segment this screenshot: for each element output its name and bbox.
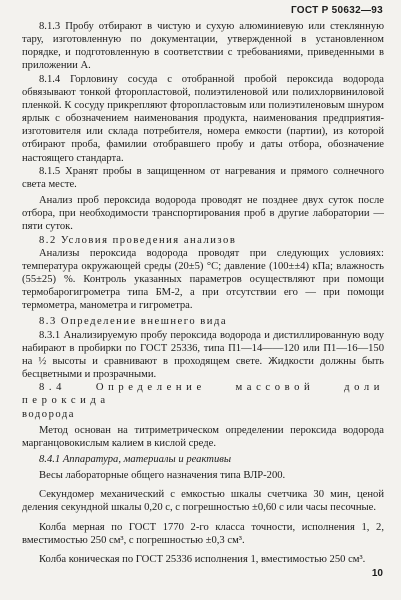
paragraph-8-3-1: 8.3.1 Анализируемую пробу пероксида водорода и дистиллированную воду набирают в пробирки по ГОСТ 25336, типа П1—14——120 или П1—16—150 на ½ высоты и сравнивают в проходящем свете. Жидкости должны быть бесцветными и прозрачными. [22,329,384,381]
paragraph-8-1-3: 8.1.3 Пробу отбирают в чистую и сухую алюминиевую или стеклянную тару, изготовленную по документации, утвержденной в установленном порядке, и подготовленную в соответствии с требованиями, приведенными в приложении А. [22,21,384,72]
section-heading-8-4-continued: водорода [22,408,75,420]
paragraph-conical-flask: Колба коническая по ГОСТ 25336 исполнения 1, вместимостью 250 см³. [39,553,366,565]
paragraph-stopwatch: Секундомер механический с емкостью шкалы счетчика 30 мин, ценой деления секундной шкалы 0,20 с, с погрешностью ±0,60 с или часы песочные. [22,489,384,514]
page-number: 10 [371,568,383,579]
paragraph-8-1-5: 8.1.5 Хранят пробы в защищенном от нагревания и прямого солнечного света месте. [22,165,384,190]
paragraph-8-4-method: Метод основан на титриметрическом определении пероксида водорода марганцовокислым калием в кислой среде. [22,424,384,449]
section-heading-8-2: 8.2 Условия проведения анализов [39,234,237,246]
paragraph-analysis-timing: Анализ проб пероксида водорода проводят не позднее двух суток после отбора, при необходимости транспортирования проб в другие лаборатории — пяти суток. [22,195,384,233]
paragraph-8-1-4: 8.1.4 Горловину сосуда с отобранной пробой пероксида водорода обвязывают тонкой фторопластовой, полиэтиленовой или полихлорвиниловой пленкой. К сосуду прикрепляют фторопластовым или полиэтиленовым шнуром ярлык с обозначением наименования продукта, наименования предприятия-изготовителя или склада потребителя, номера емкости (партии), из которой отбирают проба, фамилии отобравшего пробу и даты отбора, обозначение настоящего стандарта. [22,73,384,164]
paragraph-scales: Весы лабораторные общего назначения типа ВЛР-200. [39,470,286,482]
paragraph-8-2: Анализы пероксида водорода проводят при следующих условиях: температура окружающей среды (20±5) °С; давление (100±±4) кПа; влажность (55±25) %. Контроль указанных параметров осуществляют при помощи термобарогигрометра типа БМ-2, а при отсутствии его — при помощи термометра, манометра и гигрометра. [22,247,384,312]
paragraph-volumetric-flask: Колба мерная по ГОСТ 1770 2-го класса точности, исполнения 1, 2, вместимостью 250 см³, с погрешностью ±0,3 см³. [22,521,384,546]
subsection-heading-8-4-1: 8.4.1 Аппаратура, материалы и реактивы [39,454,232,465]
page-body [22,20,384,566]
section-heading-8-3: 8.3 Определение внешнего вида [39,316,228,328]
section-heading-8-4: 8.4 Определение массовой доли пероксида [22,382,384,407]
document-code: ГОСТ Р 50632—93 [290,5,383,16]
